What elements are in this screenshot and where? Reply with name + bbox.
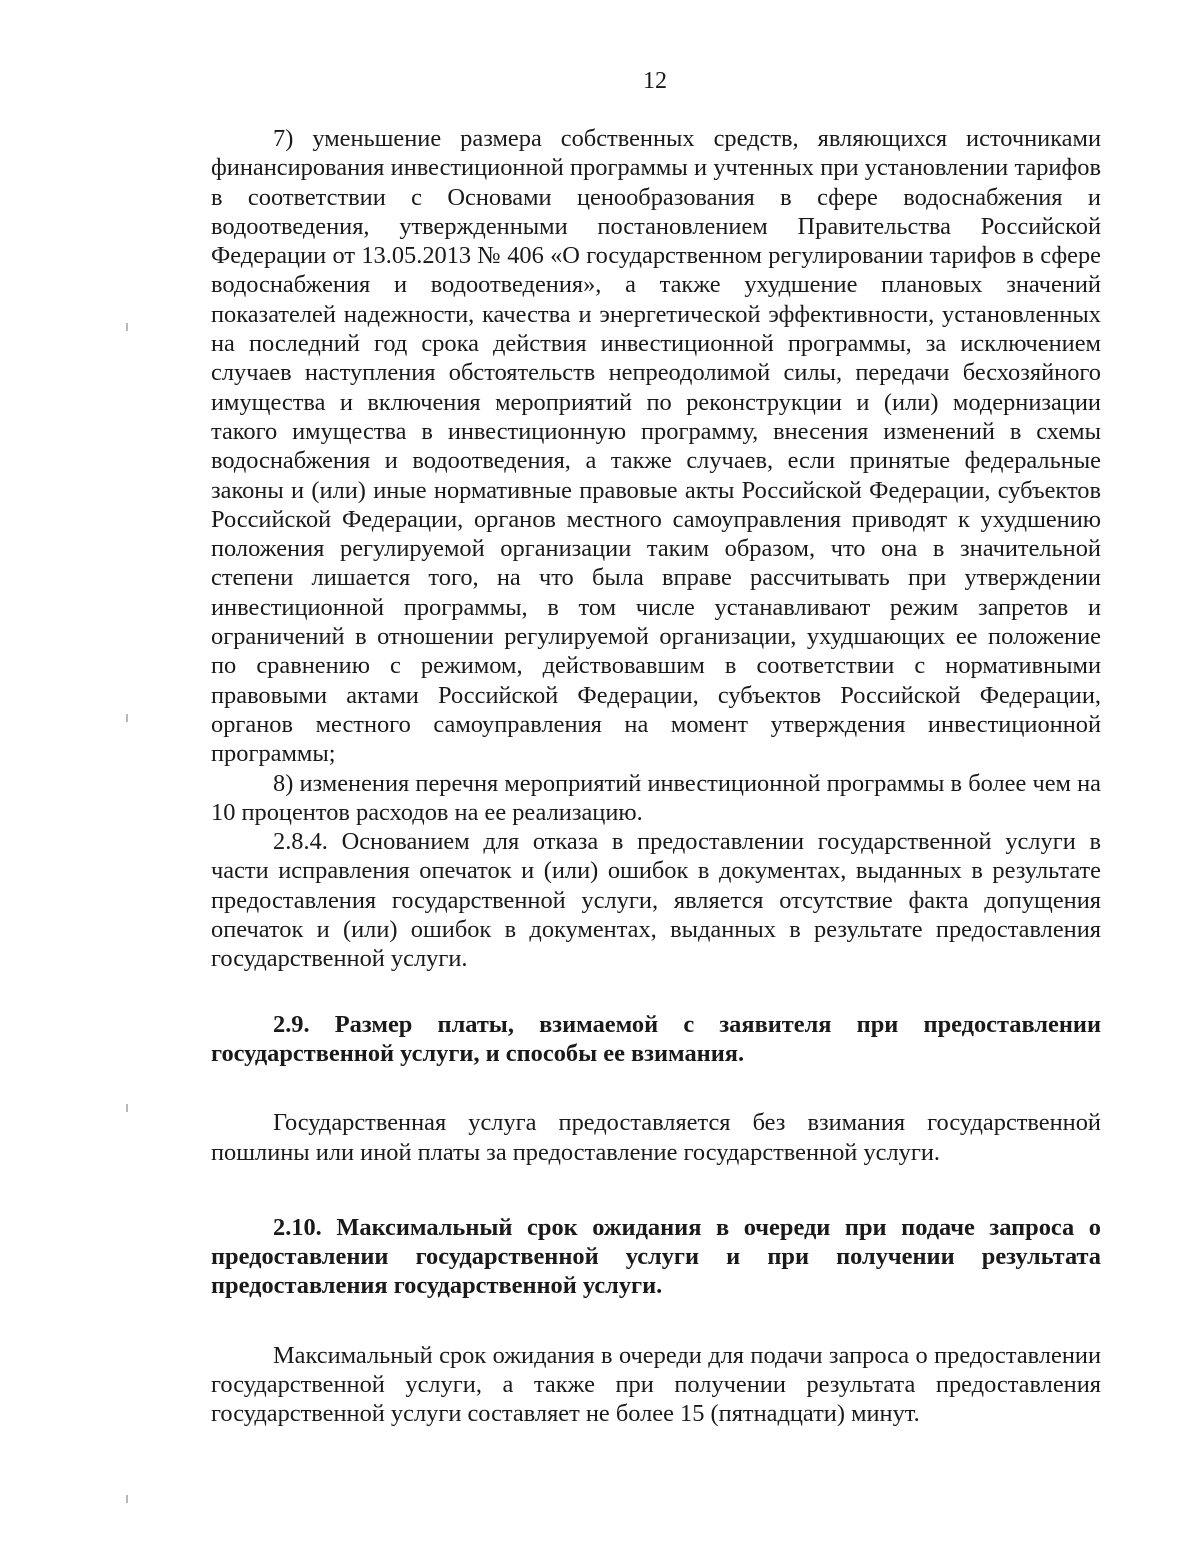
page-number: 12 [643, 68, 667, 94]
scan-artifact [126, 1104, 128, 1112]
paragraph-item-8: 8) изменения перечня мероприятий инвестиционной программы в более чем на 10 процентов расходов на ее реализацию. [211, 769, 1101, 826]
scan-artifact [126, 1495, 128, 1503]
document-body [211, 124, 1101, 1429]
section-text-2-9: Государственная услуга предоставляется без взимания государственной пошлины или иной платы за предоставление государственной услуги. [211, 1109, 1101, 1166]
section-text-2-10: Максимальный срок ожидания в очереди для подачи запроса о предоставлении государственной услуги, а также при получении результата предоставления государственной услуги составляет не более 15 (пятнадцати) минут. [211, 1341, 1101, 1428]
scan-artifact [126, 323, 128, 331]
paragraph-item-7: 7) уменьшение размера собственных средств, являющихся источниками финансирования инвестиционной программы и учтенных при установлении тарифов в соответствии с Основами ценообразования в сфере водоснабжения и водоотведения, утвержденными постановлением Правительства Российской Федерации от 13.05.2013 № 406 «О государственном регулировании тарифов в сфере водоснабжения и водоотведения», а также ухудшение плановых значений показателей надежности, качества и энергетической эффективности, установленных на последний год срока действия инвестиционной программы, за исключением случаев наступления обстоятельств непреодолимой силы, передачи бесхозяйного имущества и включения мероприятий по реконструкции и (или) модернизации такого имущества в инвестиционную программу, внесения изменений в схемы водоснабжения и водоотведения, а также случаев, если принятые федеральные законы и (или) иные нормативные правовые акты Российской Федерации, субъектов Российской Федерации, органов местного самоуправления приводят к ухудшению положения регулируемой организации таким образом, что она в значительной степени лишается того, на что была вправе рассчитывать при утверждении инвестиционной программы, в том числе устанавливают режим запретов и ограничений в отношении регулируемой организации, ухудшающих ее положение по сравнению с режимом, действовавшим в соответствии с нормативными правовыми актами Российской Федерации, субъектов Российской Федерации, органов местного самоуправления на момент утверждения инвестиционной программы; [211, 125, 1101, 768]
section-heading-2-10: 2.10. Максимальный срок ожидания в очереди при подаче запроса о предоставлении государственной услуги и при получении результата предоставления государственной услуги. [211, 1213, 1101, 1300]
paragraph-2-8-4: 2.8.4. Основанием для отказа в предоставлении государственной услуги в части исправления опечаток и (или) ошибок в документах, выданных в результате предоставления государственной услуги, является отсутствие факта допущения опечаток и (или) ошибок в документах, выданных в результате предоставления государственной услуги. [211, 828, 1101, 973]
section-heading-2-9: 2.9. Размер платы, взимаемой с заявителя при предоставлении государственной услуги, и способы ее взимания. [211, 1010, 1101, 1067]
scan-artifact [126, 714, 128, 722]
